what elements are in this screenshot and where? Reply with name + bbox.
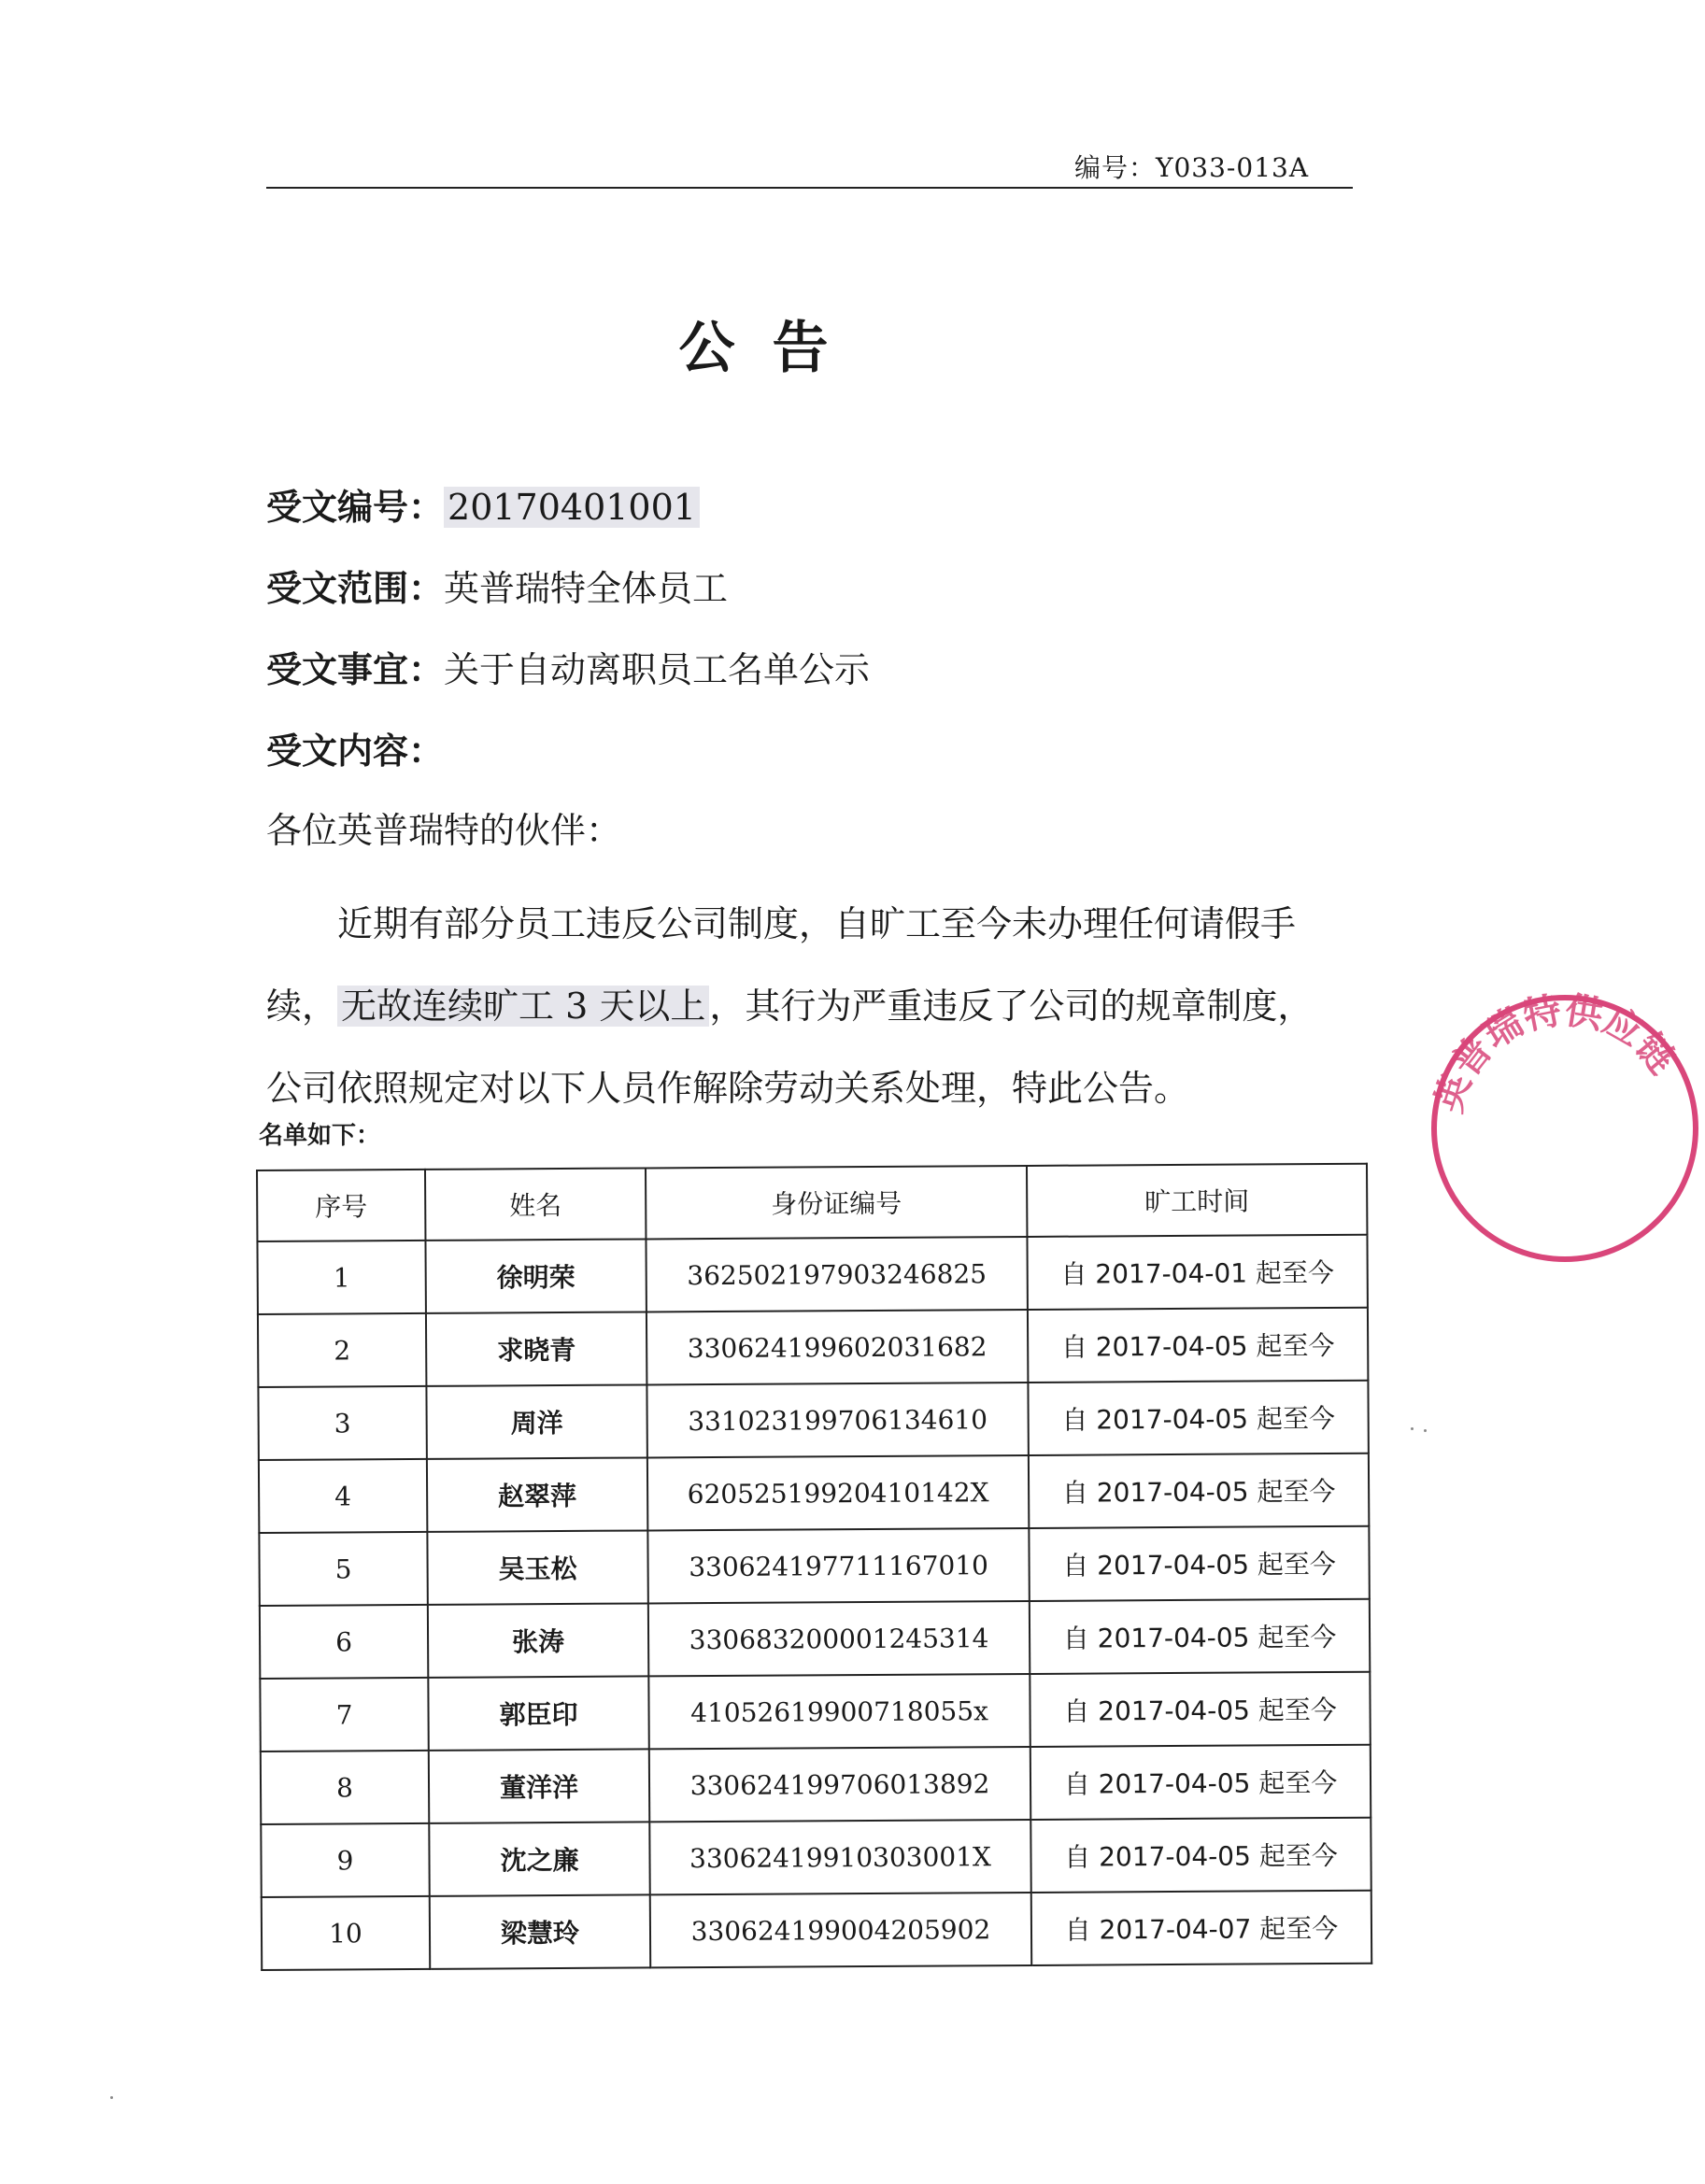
notice-paragraph [266, 883, 1341, 1129]
cell-id: 362502197903246825 [646, 1237, 1027, 1312]
cell-name: 郭臣印 [428, 1676, 648, 1750]
cell-id: 41052619900718055x [648, 1674, 1030, 1749]
cell-id: 330624199004205902 [650, 1893, 1031, 1967]
cell-time: 自 2017-04-01 起至今 [1027, 1235, 1367, 1310]
scope-label: 受文范围： [266, 568, 445, 609]
page-title: 公告 [678, 316, 866, 381]
scope-field [266, 560, 728, 611]
cell-name: 张涛 [428, 1603, 648, 1677]
cell-name: 董洋洋 [429, 1749, 649, 1822]
cell-id: 331023199706134610 [646, 1383, 1028, 1457]
header-time: 旷工时间 [1027, 1164, 1367, 1237]
table-row [262, 1891, 1371, 1970]
scan-speck [1424, 1429, 1427, 1432]
cell-time: 自 2017-04-05 起至今 [1030, 1672, 1370, 1747]
cell-name: 求晓青 [426, 1312, 646, 1385]
subject-label: 受文事宜： [266, 649, 445, 690]
content-label: 受文内容： [266, 730, 445, 772]
cell-id: 330624197711167010 [647, 1528, 1029, 1603]
cell-id: 330624199706013892 [649, 1747, 1030, 1822]
cell-name: 赵翠萍 [427, 1457, 647, 1531]
cell-time: 自 2017-04-07 起至今 [1031, 1891, 1371, 1965]
company-seal-icon [1425, 988, 1705, 1269]
header-name: 姓名 [425, 1168, 646, 1240]
cell-id: 33062419910303001X [649, 1820, 1030, 1894]
cell-time: 自 2017-04-05 起至今 [1030, 1599, 1370, 1674]
cell-no: 4 [259, 1459, 427, 1533]
table-row [258, 1308, 1368, 1387]
header-no: 序号 [257, 1170, 425, 1241]
cell-no: 6 [260, 1605, 428, 1679]
table-row [258, 1381, 1368, 1460]
cell-no: 1 [257, 1241, 425, 1314]
cell-name: 吴玉松 [427, 1530, 647, 1604]
cell-time: 自 2017-04-05 起至今 [1030, 1818, 1371, 1893]
seal-text: 英普瑞特供应链 [1426, 988, 1684, 1118]
cell-name: 沈之廉 [429, 1822, 649, 1895]
document-code: 编号：Y033-013A [1074, 152, 1310, 183]
cell-time: 自 2017-04-05 起至今 [1029, 1454, 1369, 1528]
cell-no: 7 [260, 1678, 428, 1751]
subject-field [266, 641, 870, 692]
cell-id: 330624199602031682 [646, 1310, 1028, 1384]
header-id: 身份证编号 [646, 1166, 1027, 1239]
table-row [261, 1818, 1371, 1897]
cell-id: 62052519920410142X [647, 1455, 1029, 1530]
scope-value: 英普瑞特全体员工 [444, 568, 729, 609]
cell-no: 5 [259, 1532, 427, 1606]
header-rule [266, 187, 1353, 189]
para-part2: ，其行为严重违反了公司的规章制度，公司依照规定对以下人员作解除劳动关系处理，特此公告。 [266, 986, 1314, 1109]
table-row [261, 1745, 1371, 1824]
cell-name: 徐明荣 [425, 1239, 646, 1312]
scan-speck [1411, 1427, 1414, 1430]
list-caption: 名单如下： [259, 1122, 381, 1150]
receipt-no-field [266, 478, 700, 530]
cell-no: 10 [262, 1896, 430, 1970]
table-row [257, 1235, 1367, 1314]
cell-no: 8 [261, 1751, 429, 1824]
cell-time: 自 2017-04-05 起至今 [1028, 1308, 1368, 1383]
cell-time: 自 2017-04-05 起至今 [1030, 1745, 1371, 1820]
cell-no: 9 [261, 1823, 429, 1897]
subject-value: 关于自动离职员工名单公示 [444, 649, 871, 690]
greeting: 各位英普瑞特的伙伴： [266, 810, 622, 851]
table-row [260, 1672, 1370, 1751]
content-field [266, 722, 444, 773]
cell-no: 3 [258, 1386, 426, 1460]
svg-text:英普瑞特供应链 [1427, 988, 1684, 1118]
scan-speck [110, 2096, 113, 2099]
para-part1: 近期有部分员工违反公司制度，自旷工至今未办理任何请假手续， [266, 903, 1297, 1027]
cell-time: 自 2017-04-05 起至今 [1028, 1381, 1368, 1455]
cell-name: 梁慧玲 [430, 1894, 650, 1968]
cell-time: 自 2017-04-05 起至今 [1029, 1526, 1369, 1601]
cell-name: 周洋 [426, 1384, 646, 1458]
cell-no: 2 [258, 1313, 426, 1387]
receipt-no-value: 20170401001 [444, 487, 700, 528]
receipt-no-label: 受文编号： [266, 487, 445, 528]
table-row [259, 1526, 1369, 1606]
table-header-row [257, 1164, 1367, 1241]
dismissal-table [256, 1163, 1372, 1971]
table-row [259, 1454, 1369, 1533]
cell-id: 330683200001245314 [648, 1601, 1030, 1676]
table-row [260, 1599, 1370, 1679]
para-highlight: 无故连续旷工 3 天以上 [337, 986, 709, 1027]
